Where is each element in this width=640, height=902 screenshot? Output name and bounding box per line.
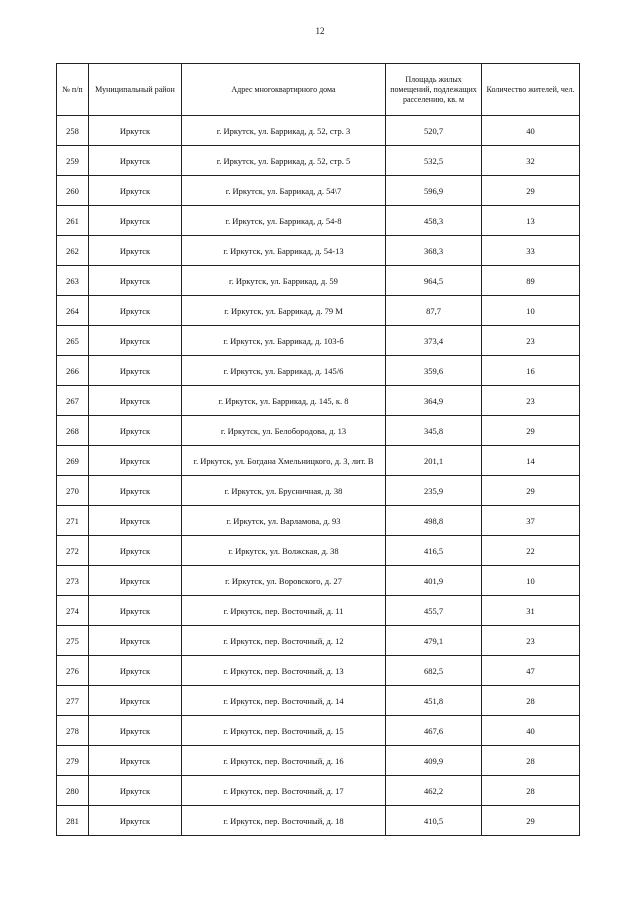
cell-district: Иркутск <box>89 296 182 326</box>
cell-residents: 23 <box>482 626 580 656</box>
housing-registry-table <box>56 63 580 836</box>
header-area: Площадь жилых помещений, подлежащих расселению, кв. м <box>386 64 482 116</box>
cell-num: 266 <box>57 356 89 386</box>
cell-num: 274 <box>57 596 89 626</box>
cell-area: 401,9 <box>386 566 482 596</box>
cell-district: Иркутск <box>89 176 182 206</box>
table-row <box>57 776 580 806</box>
header-district: Муниципальный район <box>89 64 182 116</box>
cell-district: Иркутск <box>89 356 182 386</box>
cell-num: 267 <box>57 386 89 416</box>
cell-residents: 40 <box>482 716 580 746</box>
table-row <box>57 236 580 266</box>
cell-address: г. Иркутск, ул. Баррикад, д. 145/6 <box>182 356 386 386</box>
cell-district: Иркутск <box>89 476 182 506</box>
cell-num: 271 <box>57 506 89 536</box>
cell-residents: 16 <box>482 356 580 386</box>
cell-address: г. Иркутск, ул. Брусничная, д. 38 <box>182 476 386 506</box>
table-row <box>57 506 580 536</box>
cell-residents: 47 <box>482 656 580 686</box>
table-row <box>57 476 580 506</box>
cell-area: 498,8 <box>386 506 482 536</box>
cell-address: г. Иркутск, пер. Восточный, д. 15 <box>182 716 386 746</box>
cell-num: 270 <box>57 476 89 506</box>
cell-residents: 28 <box>482 776 580 806</box>
cell-num: 265 <box>57 326 89 356</box>
cell-residents: 29 <box>482 416 580 446</box>
cell-residents: 29 <box>482 176 580 206</box>
cell-address: г. Иркутск, ул. Баррикад, д. 59 <box>182 266 386 296</box>
cell-num: 268 <box>57 416 89 446</box>
cell-residents: 23 <box>482 326 580 356</box>
cell-district: Иркутск <box>89 116 182 146</box>
cell-address: г. Иркутск, пер. Восточный, д. 13 <box>182 656 386 686</box>
cell-address: г. Иркутск, ул. Баррикад, д. 103-б <box>182 326 386 356</box>
cell-area: 467,6 <box>386 716 482 746</box>
table-row <box>57 656 580 686</box>
cell-district: Иркутск <box>89 206 182 236</box>
cell-num: 277 <box>57 686 89 716</box>
cell-residents: 23 <box>482 386 580 416</box>
cell-residents: 10 <box>482 566 580 596</box>
cell-district: Иркутск <box>89 386 182 416</box>
cell-district: Иркутск <box>89 446 182 476</box>
cell-num: 258 <box>57 116 89 146</box>
cell-residents: 29 <box>482 476 580 506</box>
cell-num: 278 <box>57 716 89 746</box>
cell-area: 596,9 <box>386 176 482 206</box>
cell-address: г. Иркутск, ул. Баррикад, д. 79 М <box>182 296 386 326</box>
cell-district: Иркутск <box>89 536 182 566</box>
cell-area: 455,7 <box>386 596 482 626</box>
cell-area: 479,1 <box>386 626 482 656</box>
cell-residents: 33 <box>482 236 580 266</box>
cell-address: г. Иркутск, пер. Восточный, д. 18 <box>182 806 386 836</box>
cell-address: г. Иркутск, ул. Баррикад, д. 52, стр. 5 <box>182 146 386 176</box>
cell-district: Иркутск <box>89 806 182 836</box>
cell-num: 261 <box>57 206 89 236</box>
cell-residents: 37 <box>482 506 580 536</box>
cell-address: г. Иркутск, ул. Баррикад, д. 52, стр. 3 <box>182 116 386 146</box>
page-number: 12 <box>315 26 325 36</box>
cell-address: г. Иркутск, ул. Богдана Хмельницкого, д. 3, лит. В <box>182 446 386 476</box>
cell-num: 262 <box>57 236 89 266</box>
cell-num: 269 <box>57 446 89 476</box>
cell-address: г. Иркутск, пер. Восточный, д. 12 <box>182 626 386 656</box>
cell-area: 235,9 <box>386 476 482 506</box>
table-row <box>57 626 580 656</box>
cell-district: Иркутск <box>89 596 182 626</box>
table-row <box>57 806 580 836</box>
cell-area: 964,5 <box>386 266 482 296</box>
cell-area: 682,5 <box>386 656 482 686</box>
cell-residents: 14 <box>482 446 580 476</box>
cell-area: 462,2 <box>386 776 482 806</box>
cell-residents: 13 <box>482 206 580 236</box>
cell-address: г. Иркутск, пер. Восточный, д. 16 <box>182 746 386 776</box>
cell-num: 260 <box>57 176 89 206</box>
cell-address: г. Иркутск, ул. Волжская, д. 38 <box>182 536 386 566</box>
cell-area: 416,5 <box>386 536 482 566</box>
table-row <box>57 416 580 446</box>
cell-area: 364,9 <box>386 386 482 416</box>
table-row <box>57 266 580 296</box>
cell-district: Иркутск <box>89 146 182 176</box>
cell-district: Иркутск <box>89 506 182 536</box>
cell-area: 368,3 <box>386 236 482 266</box>
table-row <box>57 746 580 776</box>
cell-residents: 89 <box>482 266 580 296</box>
cell-area: 87,7 <box>386 296 482 326</box>
cell-num: 272 <box>57 536 89 566</box>
table-row <box>57 296 580 326</box>
cell-area: 373,4 <box>386 326 482 356</box>
table-row <box>57 356 580 386</box>
cell-address: г. Иркутск, пер. Восточный, д. 14 <box>182 686 386 716</box>
cell-address: г. Иркутск, ул. Варламова, д. 93 <box>182 506 386 536</box>
cell-district: Иркутск <box>89 326 182 356</box>
cell-district: Иркутск <box>89 236 182 266</box>
cell-area: 345,8 <box>386 416 482 446</box>
cell-area: 359,6 <box>386 356 482 386</box>
cell-area: 201,1 <box>386 446 482 476</box>
cell-district: Иркутск <box>89 266 182 296</box>
cell-area: 520,7 <box>386 116 482 146</box>
cell-residents: 40 <box>482 116 580 146</box>
table-row <box>57 176 580 206</box>
cell-num: 281 <box>57 806 89 836</box>
cell-num: 276 <box>57 656 89 686</box>
cell-district: Иркутск <box>89 746 182 776</box>
cell-num: 280 <box>57 776 89 806</box>
table-row <box>57 146 580 176</box>
table-row <box>57 386 580 416</box>
cell-district: Иркутск <box>89 776 182 806</box>
table-row <box>57 326 580 356</box>
table-row <box>57 116 580 146</box>
cell-num: 273 <box>57 566 89 596</box>
cell-district: Иркутск <box>89 716 182 746</box>
table-row <box>57 446 580 476</box>
cell-district: Иркутск <box>89 566 182 596</box>
cell-district: Иркутск <box>89 416 182 446</box>
cell-address: г. Иркутск, пер. Восточный, д. 17 <box>182 776 386 806</box>
table-body <box>57 116 580 836</box>
cell-residents: 22 <box>482 536 580 566</box>
cell-district: Иркутск <box>89 626 182 656</box>
cell-residents: 29 <box>482 806 580 836</box>
cell-address: г. Иркутск, ул. Баррикад, д. 54-13 <box>182 236 386 266</box>
cell-district: Иркутск <box>89 686 182 716</box>
cell-area: 410,5 <box>386 806 482 836</box>
table-row <box>57 536 580 566</box>
table-row <box>57 206 580 236</box>
cell-num: 263 <box>57 266 89 296</box>
cell-address: г. Иркутск, ул. Белобородова, д. 13 <box>182 416 386 446</box>
cell-residents: 31 <box>482 596 580 626</box>
cell-num: 264 <box>57 296 89 326</box>
table-row <box>57 716 580 746</box>
cell-num: 279 <box>57 746 89 776</box>
cell-num: 259 <box>57 146 89 176</box>
cell-district: Иркутск <box>89 656 182 686</box>
cell-area: 458,3 <box>386 206 482 236</box>
cell-address: г. Иркутск, ул. Баррикад, д. 54-8 <box>182 206 386 236</box>
table-row <box>57 686 580 716</box>
table-row <box>57 596 580 626</box>
cell-area: 532,5 <box>386 146 482 176</box>
cell-address: г. Иркутск, пер. Восточный, д. 11 <box>182 596 386 626</box>
cell-address: г. Иркутск, ул. Баррикад, д. 145, к. 8 <box>182 386 386 416</box>
cell-residents: 32 <box>482 146 580 176</box>
header-residents: Количество жителей, чел. <box>482 64 580 116</box>
cell-address: г. Иркутск, ул. Воровского, д. 27 <box>182 566 386 596</box>
cell-residents: 28 <box>482 686 580 716</box>
table-header-row <box>57 64 580 116</box>
cell-residents: 28 <box>482 746 580 776</box>
cell-residents: 10 <box>482 296 580 326</box>
cell-address: г. Иркутск, ул. Баррикад, д. 54\7 <box>182 176 386 206</box>
cell-num: 275 <box>57 626 89 656</box>
header-address: Адрес многоквартирного дома <box>182 64 386 116</box>
table-row <box>57 566 580 596</box>
cell-area: 451,8 <box>386 686 482 716</box>
header-num: № п/п <box>57 64 89 116</box>
cell-area: 409,9 <box>386 746 482 776</box>
